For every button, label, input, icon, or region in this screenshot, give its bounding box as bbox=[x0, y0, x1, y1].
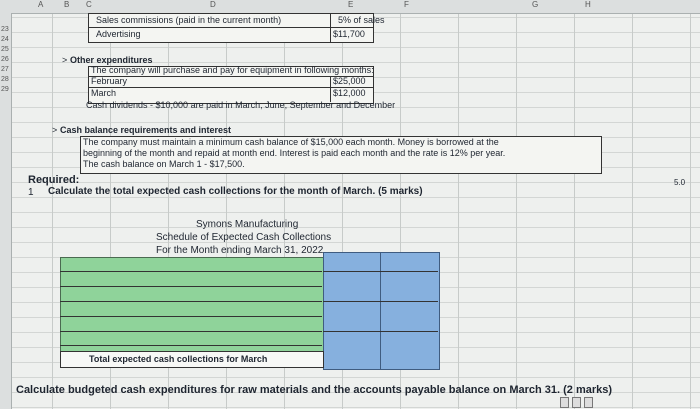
dividends-note[interactable]: Cash dividends - $10,000 are paid in March, June, September and December bbox=[86, 100, 396, 110]
row-header-27[interactable]: 27 bbox=[1, 66, 9, 73]
scroll-right-icon[interactable] bbox=[584, 397, 593, 408]
score-value[interactable]: 5.0 bbox=[674, 178, 686, 187]
column-header-b[interactable]: B bbox=[64, 0, 70, 9]
question-1[interactable]: Calculate the total expected cash collections for the month of March. (5 marks) bbox=[48, 186, 423, 197]
divider bbox=[323, 331, 438, 332]
required-label[interactable]: Required: bbox=[28, 174, 80, 186]
column-header-bar bbox=[0, 0, 700, 14]
divider bbox=[60, 301, 322, 302]
cash-arrow-icon: > bbox=[52, 125, 58, 135]
commissions-rate[interactable]: 5% of sales bbox=[338, 15, 385, 25]
divider bbox=[60, 271, 322, 272]
feb-amount[interactable]: $25,000 bbox=[333, 76, 366, 86]
row-header-25[interactable]: 25 bbox=[1, 46, 9, 53]
row-header-24[interactable]: 24 bbox=[1, 36, 9, 43]
schedule-company[interactable]: Symons Manufacturing bbox=[196, 219, 299, 230]
question-number[interactable]: 1 bbox=[28, 187, 34, 198]
mar-amount[interactable]: $12,000 bbox=[333, 88, 366, 98]
row-header-bar bbox=[0, 13, 12, 409]
column-header-g[interactable]: G bbox=[532, 0, 539, 9]
other-heading[interactable]: Other expenditures bbox=[70, 55, 153, 65]
cash-line-2[interactable]: beginning of the month and repaid at month end. Interest is paid each month and the rate is 12% per year. bbox=[83, 148, 506, 158]
column-header-f[interactable]: F bbox=[404, 0, 409, 9]
other-arrow-icon: > bbox=[62, 55, 68, 65]
column-header-c[interactable]: C bbox=[86, 0, 92, 9]
divider bbox=[60, 316, 322, 317]
divider bbox=[60, 286, 322, 287]
divider bbox=[330, 76, 331, 102]
feb-label[interactable]: February bbox=[91, 76, 128, 86]
divider bbox=[323, 271, 438, 272]
schedule-amount-column-1[interactable] bbox=[323, 252, 381, 370]
column-header-e[interactable]: E bbox=[348, 0, 354, 9]
row-header-23[interactable]: 23 bbox=[1, 26, 9, 33]
row-header-29[interactable]: 29 bbox=[1, 86, 9, 93]
mar-label[interactable]: March bbox=[91, 88, 117, 98]
scroll-left-icon[interactable] bbox=[572, 397, 581, 408]
divider bbox=[323, 301, 438, 302]
question-2[interactable]: Calculate budgeted cash expenditures for raw materials and the accounts payable balance on March 31. (2 marks) bbox=[16, 384, 613, 396]
equipment-note[interactable]: The company will purchase and pay for equipment in following months: bbox=[91, 65, 374, 75]
cash-line-1[interactable]: The company must maintain a minimum cash balance of $15,000 each month. Money is borrowed at the bbox=[83, 137, 499, 147]
schedule-period[interactable]: For the Month ending March 31, 2022 bbox=[156, 245, 324, 256]
schedule-title[interactable]: Schedule of Expected Cash Collections bbox=[156, 232, 332, 243]
row-header-26[interactable]: 26 bbox=[1, 56, 9, 63]
row-header-28[interactable]: 28 bbox=[1, 76, 9, 83]
advertising-amount[interactable]: $11,700 bbox=[333, 29, 365, 39]
divider bbox=[60, 331, 322, 332]
schedule-amount-column-2[interactable] bbox=[380, 252, 440, 370]
cash-heading[interactable]: Cash balance requirements and interest bbox=[60, 125, 232, 135]
advertising-label[interactable]: Advertising bbox=[96, 29, 141, 39]
column-header-a[interactable]: A bbox=[38, 0, 44, 9]
sheet-tab-icon[interactable] bbox=[560, 397, 569, 408]
cash-line-3[interactable]: The cash balance on March 1 - $17,500. bbox=[83, 159, 245, 169]
column-header-h[interactable]: H bbox=[585, 0, 591, 9]
commissions-label[interactable]: Sales commissions (paid in the current month) bbox=[96, 15, 282, 25]
divider bbox=[330, 13, 331, 42]
divider bbox=[60, 345, 322, 346]
column-header-d[interactable]: D bbox=[210, 0, 216, 9]
total-label[interactable]: Total expected cash collections for March bbox=[89, 354, 268, 364]
